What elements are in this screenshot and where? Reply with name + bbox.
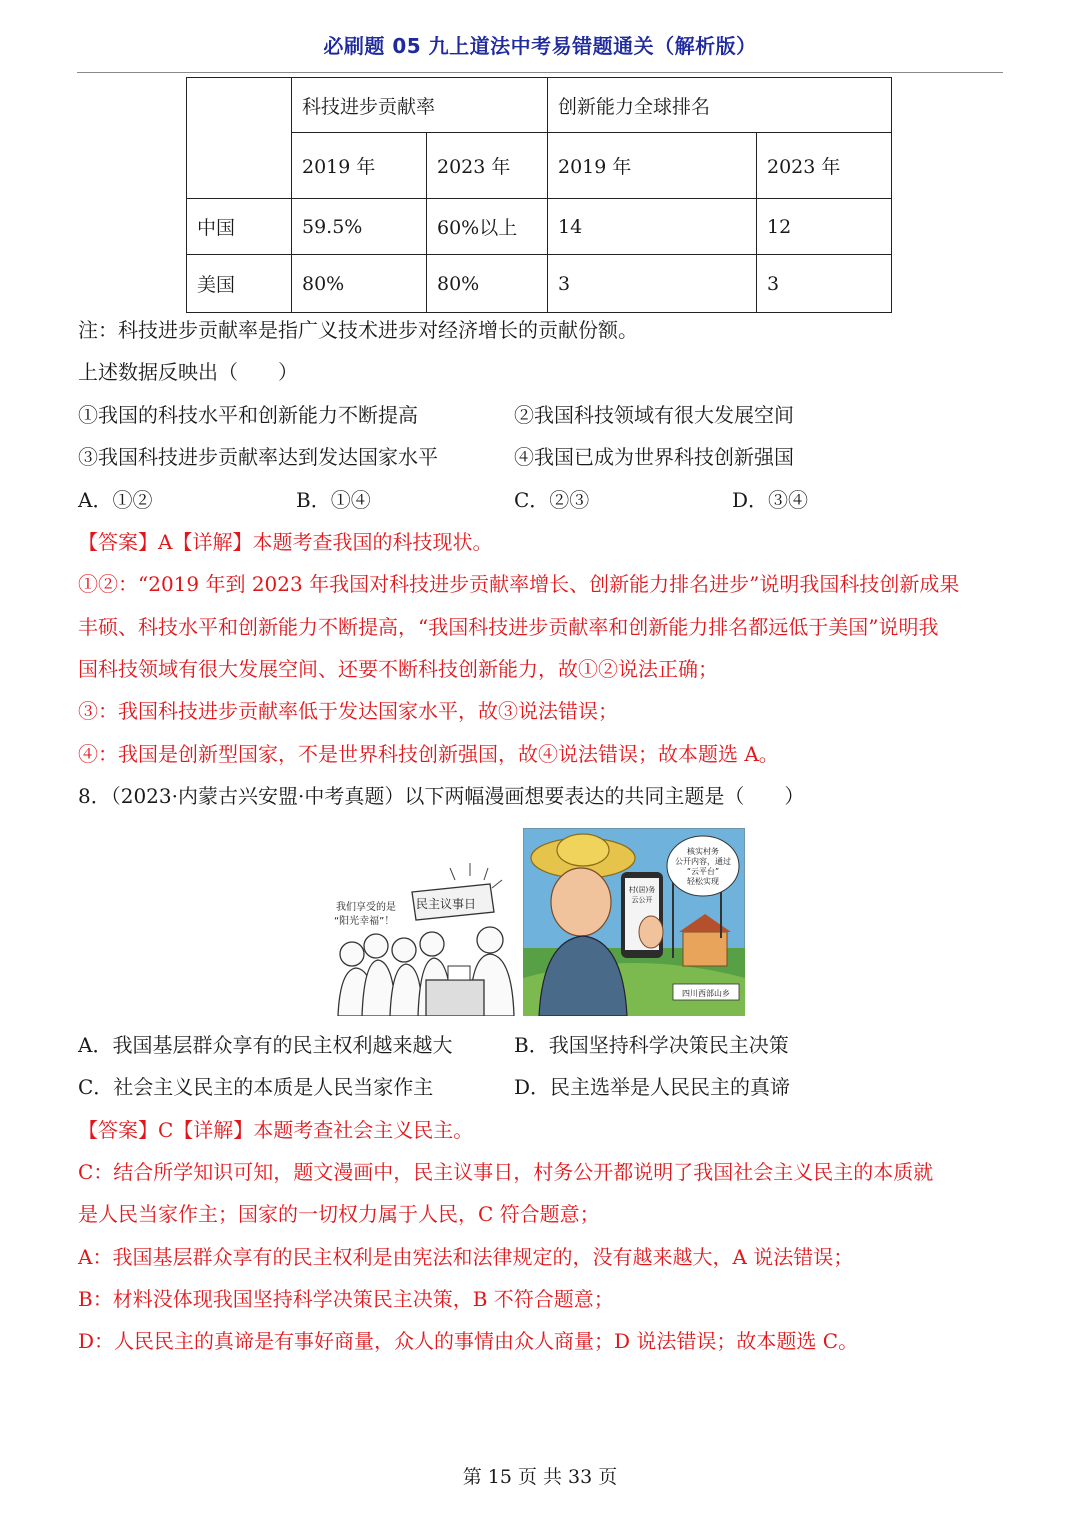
table-row — [187, 255, 892, 313]
speech-text: 我们享受的是 — [336, 902, 396, 913]
option-a: A．①② — [78, 488, 153, 512]
option-b: B．我国坚持科学决策民主决策 — [514, 1033, 789, 1057]
option-a: A．我国基层群众享有的民主权利越来越大 — [78, 1033, 453, 1057]
table-cell: 80% — [292, 255, 427, 313]
statement-2: ②我国科技领域有很大发展空间 — [514, 403, 794, 427]
question-8-stem: 8．（2023·内蒙古兴安盟·中考真题）以下两幅漫画想要表达的共同主题是（ ） — [78, 784, 805, 808]
phone-screen-text: 村(居)务 — [628, 886, 656, 894]
answer-7-heading: 【答案】A【详解】本题考查我国的科技现状。 — [78, 530, 493, 554]
data-table — [186, 77, 892, 313]
statement-3: ③我国科技进步贡献率达到发达国家水平 — [78, 445, 438, 469]
comic-cloud-village-affairs — [523, 828, 745, 1016]
table-year-header: 2023 年 — [427, 133, 548, 199]
question-7-stem: 上述数据反映出（ ） — [78, 360, 298, 384]
table-row-label: 美国 — [187, 255, 292, 313]
table-row — [187, 199, 892, 255]
table-cell: 14 — [548, 199, 757, 255]
statement-1: ①我国的科技水平和创新能力不断提高 — [78, 403, 418, 427]
council-sign-text: 民主议事日 — [416, 897, 477, 911]
bubble-line: “云平台” — [686, 867, 720, 876]
option-d: D．民主选举是人民民主的真谛 — [514, 1075, 791, 1099]
table-corner-cell — [187, 78, 292, 199]
explanation-7-line: ④：我国是创新型国家，不是世界科技创新强国，故④说法错误；故本题选 A。 — [78, 742, 779, 766]
phone-screen-text: 云公开 — [631, 896, 653, 904]
option-c: C．②③ — [514, 488, 590, 512]
bubble-line: 公开内容，通过 — [675, 857, 731, 866]
table-row-label: 中国 — [187, 199, 292, 255]
table-group-header: 科技进步贡献率 — [292, 78, 548, 133]
explanation-7-line: ③：我国科技进步贡献率低于发达国家水平，故③说法错误； — [78, 699, 618, 723]
table-cell: 59.5% — [292, 199, 427, 255]
explanation-8-line: B：材料没体现我国坚持科学决策民主决策，B 不符合题意； — [78, 1287, 614, 1311]
explanation-8-line: D：人民民主的真谛是有事好商量，众人的事情由众人商量；D 说法错误；故本题选 C。 — [78, 1329, 859, 1353]
table-year-header: 2019 年 — [292, 133, 427, 199]
bubble-line: 轻松实现 — [687, 877, 719, 886]
explanation-7-line: 丰硕、科技水平和创新能力不断提高，“我国科技进步贡献率和创新能力排名都远低于美国”说明我 — [78, 615, 939, 639]
explanation-7-line: 国科技领域有很大发展空间、还要不断科技创新能力，故①②说法正确； — [78, 657, 718, 681]
option-b: B．①④ — [296, 488, 371, 512]
table-cell: 3 — [757, 255, 892, 313]
answer-8-heading: 【答案】C【详解】本题考查社会主义民主。 — [78, 1118, 474, 1142]
page-header-title: 必刷题 05 九上道法中考易错题通关（解析版） — [323, 34, 757, 58]
table-cell: 80% — [427, 255, 548, 313]
header-divider — [77, 72, 1003, 73]
table-group-header: 创新能力全球排名 — [548, 78, 892, 133]
comic-caption: 四川西部山乡 — [682, 989, 730, 998]
table-cell: 12 — [757, 199, 892, 255]
explanation-8-line: C：结合所学知识可知，题文漫画中，民主议事日，村务公开都说明了我国社会主义民主的本质就 — [78, 1160, 934, 1184]
speech-text-2: “阳光幸福”！ — [334, 916, 395, 927]
statement-4: ④我国已成为世界科技创新强国 — [514, 445, 794, 469]
explanation-7-line: ①②：“2019 年到 2023 年我国对科技进步贡献率增长、创新能力排名进步”说明我国科技创新成果 — [78, 572, 960, 596]
table-note: 注：科技进步贡献率是指广义技术进步对经济增长的贡献份额。 — [78, 318, 638, 342]
bubble-line: 核实村务 — [687, 847, 719, 856]
comic-democratic-council — [330, 858, 520, 1016]
table-cell: 3 — [548, 255, 757, 313]
table-cell: 60%以上 — [427, 199, 548, 255]
option-c: C．社会主义民主的本质是人民当家作主 — [78, 1075, 434, 1099]
option-d: D．③④ — [732, 488, 809, 512]
explanation-8-line: A：我国基层群众享有的民主权利是由宪法和法律规定的，没有越来越大，A 说法错误； — [78, 1245, 854, 1269]
table-year-header: 2023 年 — [757, 133, 892, 199]
page-number: 第 15 页 共 33 页 — [462, 1466, 618, 1488]
table-year-header: 2019 年 — [548, 133, 757, 199]
explanation-8-line: 是人民当家作主；国家的一切权力属于人民，C 符合题意； — [78, 1202, 600, 1226]
